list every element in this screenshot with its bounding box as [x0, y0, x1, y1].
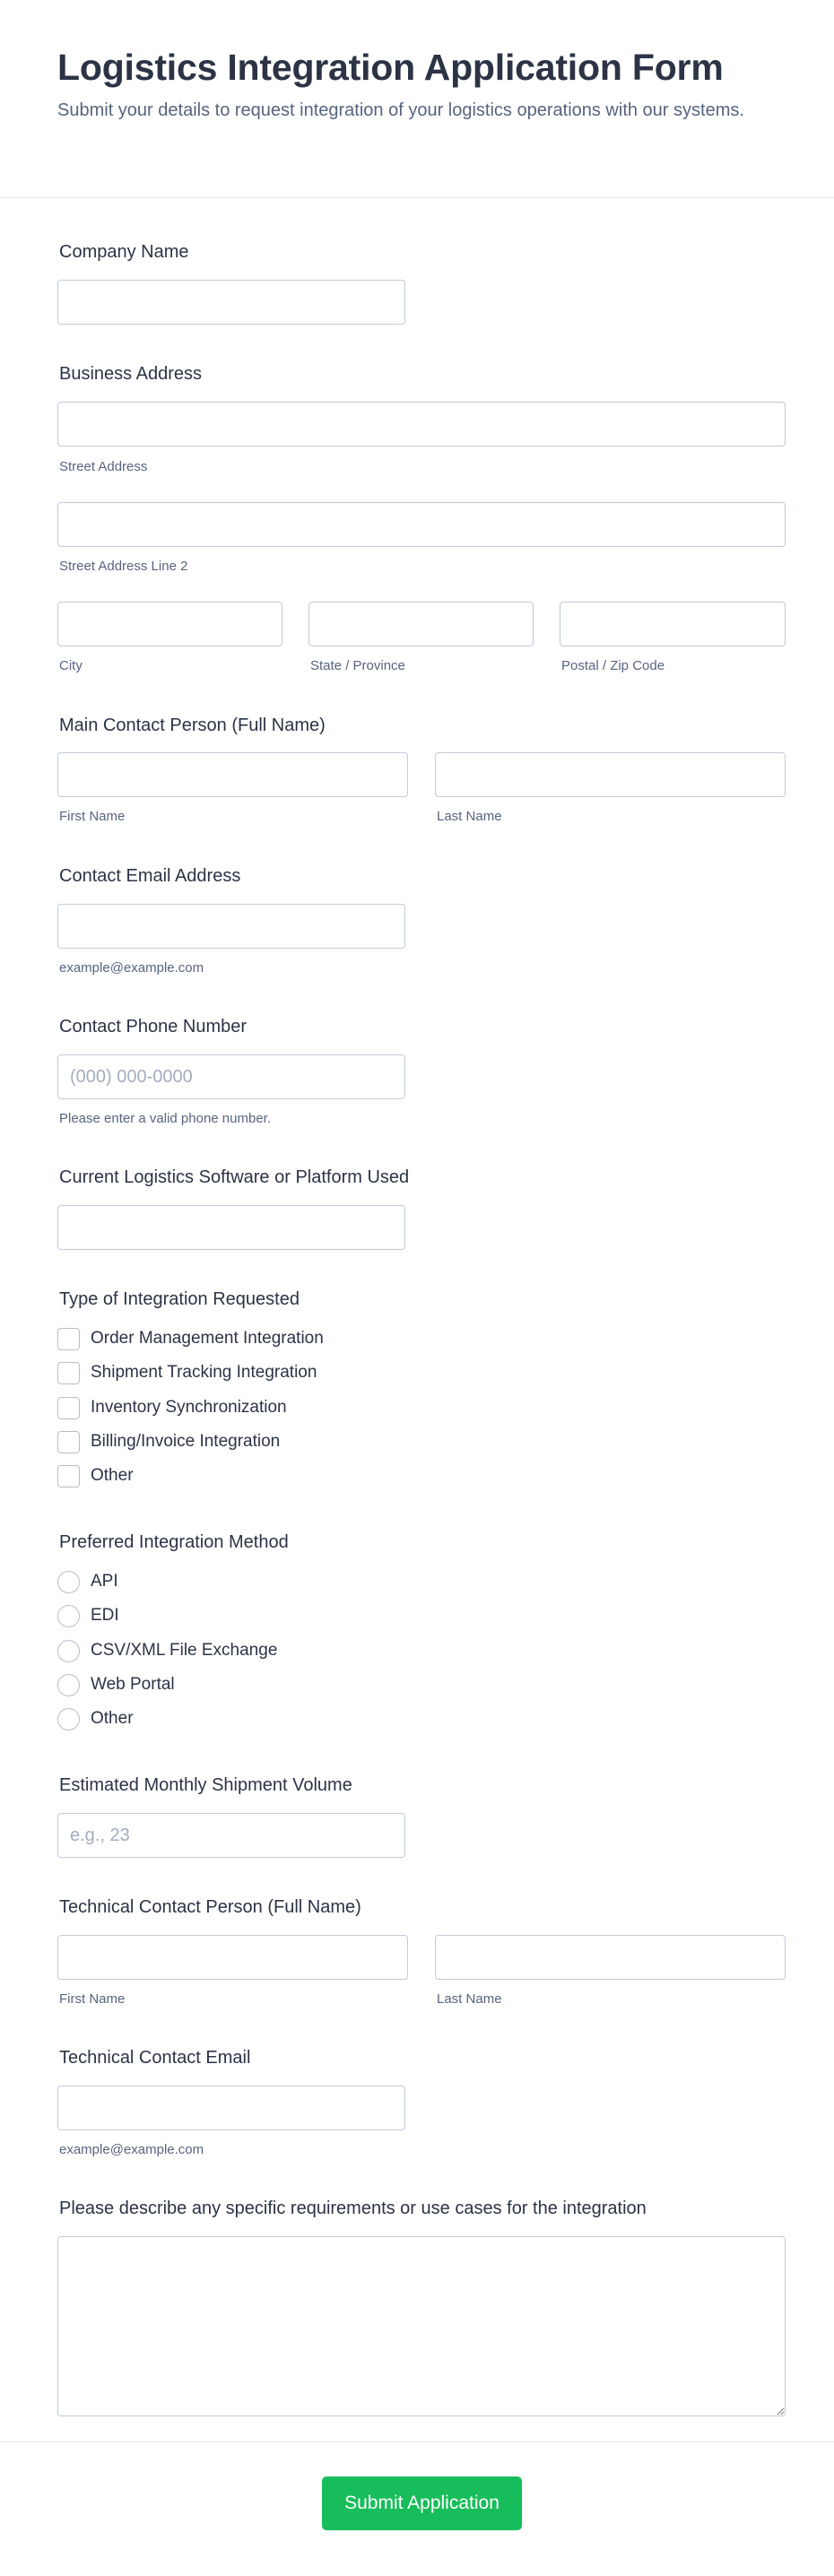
software-input[interactable]: [57, 1205, 405, 1250]
form-header: [0, 0, 834, 198]
contact-phone-input[interactable]: [57, 1054, 405, 1099]
checkbox[interactable]: [57, 1397, 80, 1419]
main-contact-first-name-sublabel: First Name: [59, 809, 126, 824]
radio-button[interactable]: [57, 1605, 80, 1627]
checkbox[interactable]: [57, 1431, 80, 1453]
radio-button[interactable]: [57, 1708, 80, 1730]
integration-method-option[interactable]: [57, 1604, 119, 1627]
street-address-input[interactable]: [57, 402, 786, 447]
option-label: CSV/XML File Exchange: [91, 1641, 278, 1660]
company-name-input[interactable]: [57, 280, 405, 325]
shipment-volume-label: Estimated Monthly Shipment Volume: [59, 1775, 352, 1795]
integration-type-option[interactable]: [57, 1464, 134, 1487]
option-label: Other: [91, 1709, 134, 1728]
contact-phone-label: Contact Phone Number: [59, 1017, 248, 1036]
page-title: Logistics Integration Application Form: [57, 47, 724, 88]
contact-email-label: Contact Email Address: [59, 866, 241, 886]
main-contact-label: Main Contact Person (Full Name): [59, 716, 326, 735]
radio-button[interactable]: [57, 1571, 80, 1593]
radio-button[interactable]: [57, 1640, 80, 1662]
state-province-sublabel: State / Province: [310, 658, 405, 673]
integration-method-option[interactable]: [57, 1673, 175, 1696]
integration-type-option[interactable]: [57, 1396, 287, 1419]
submit-button[interactable]: Submit Application: [322, 2476, 522, 2530]
contact-email-sublabel: example@example.com: [59, 960, 204, 976]
shipment-volume-input[interactable]: [57, 1813, 405, 1858]
contact-email-input[interactable]: [57, 904, 405, 949]
main-contact-last-name-sublabel: Last Name: [437, 809, 502, 824]
business-address-label: Business Address: [59, 364, 202, 384]
contact-phone-sublabel: Please enter a valid phone number.: [59, 1111, 271, 1126]
street-address-line2-input[interactable]: [57, 502, 786, 547]
software-label: Current Logistics Software or Platform Used: [59, 1167, 410, 1187]
radio-button[interactable]: [57, 1674, 80, 1696]
integration-type-option[interactable]: [57, 1327, 324, 1350]
integration-method-option[interactable]: [57, 1639, 277, 1662]
tech-contact-label: Technical Contact Person (Full Name): [59, 1897, 361, 1917]
page-subtitle: Submit your details to request integration of your logistics operations with our systems.: [57, 100, 744, 120]
tech-contact-first-name-input[interactable]: [57, 1935, 408, 1980]
option-label: Shipment Tracking Integration: [91, 1363, 317, 1382]
company-name-label: Company Name: [59, 242, 189, 262]
state-province-input[interactable]: [308, 602, 534, 646]
main-contact-last-name-input[interactable]: [435, 752, 786, 797]
tech-email-input[interactable]: [57, 2086, 405, 2130]
checkbox[interactable]: [57, 1328, 80, 1350]
integration-type-label: Type of Integration Requested: [59, 1289, 300, 1309]
requirements-label: Please describe any specific requirements or use cases for the integration: [59, 2199, 647, 2218]
street-address-sublabel: Street Address: [59, 459, 148, 474]
street-address-line2-sublabel: Street Address Line 2: [59, 559, 188, 574]
tech-email-label: Technical Contact Email: [59, 2048, 251, 2068]
postal-code-sublabel: Postal / Zip Code: [561, 658, 665, 673]
option-label: Order Management Integration: [91, 1329, 324, 1348]
requirements-textarea[interactable]: [57, 2236, 786, 2416]
option-label: Inventory Synchronization: [91, 1398, 287, 1417]
tech-email-sublabel: example@example.com: [59, 2142, 204, 2157]
tech-contact-first-name-sublabel: First Name: [59, 1991, 126, 2007]
option-label: Web Portal: [91, 1675, 175, 1694]
integration-method-option[interactable]: [57, 1570, 118, 1593]
tech-contact-last-name-input[interactable]: [435, 1935, 786, 1980]
integration-method-option[interactable]: [57, 1707, 134, 1730]
checkbox[interactable]: [57, 1362, 80, 1384]
integration-type-option[interactable]: [57, 1361, 317, 1384]
integration-method-label: Preferred Integration Method: [59, 1532, 289, 1552]
option-label: API: [91, 1572, 118, 1591]
integration-type-option[interactable]: [57, 1430, 280, 1453]
main-contact-first-name-input[interactable]: [57, 752, 408, 797]
checkbox[interactable]: [57, 1465, 80, 1487]
postal-code-input[interactable]: [560, 602, 786, 646]
option-label: EDI: [91, 1606, 119, 1625]
city-input[interactable]: [57, 602, 282, 646]
option-label: Billing/Invoice Integration: [91, 1432, 281, 1451]
city-sublabel: City: [59, 658, 83, 673]
tech-contact-last-name-sublabel: Last Name: [437, 1991, 502, 2007]
option-label: Other: [91, 1466, 134, 1485]
